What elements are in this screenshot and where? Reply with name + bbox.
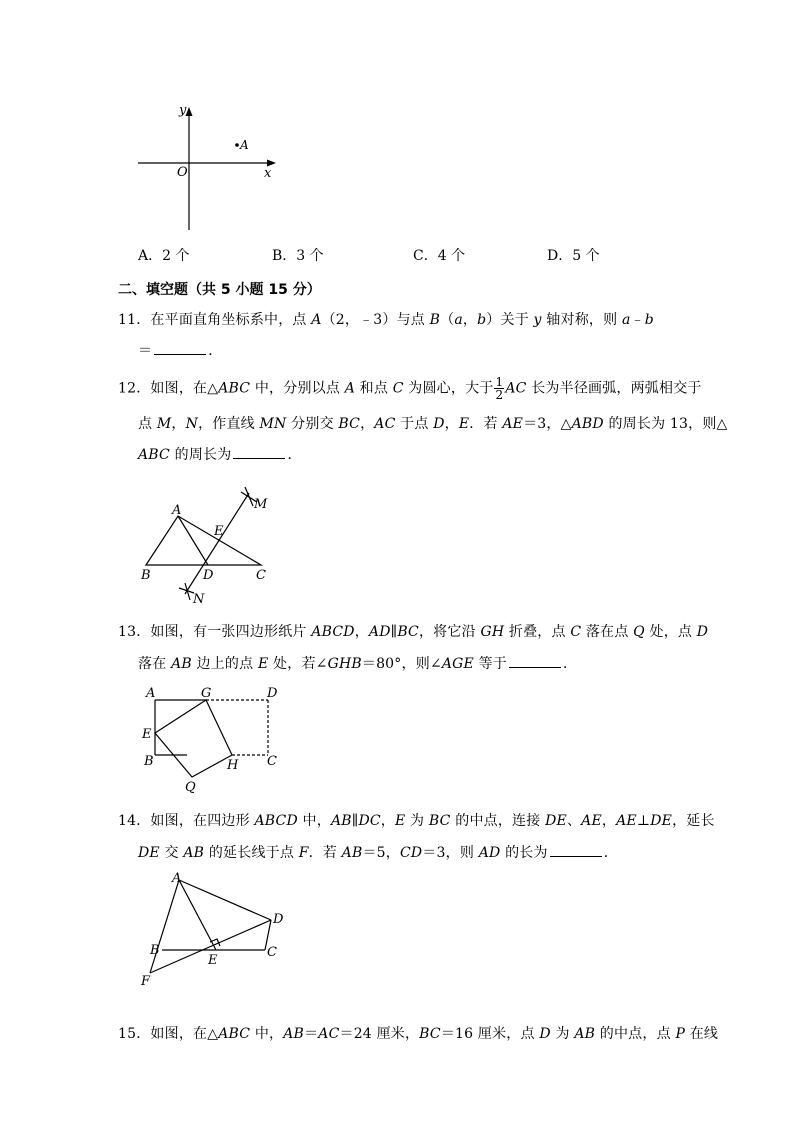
label-c: C xyxy=(256,568,266,583)
label-q: Q xyxy=(185,780,196,795)
label-n: N xyxy=(193,592,205,607)
question-14-line-1: 14．如图，在四边形 ABCD 中，AB∥DC，E 为 BC 的中点，连接 DE、AE，AE⊥DE，延长 xyxy=(118,813,715,829)
y-axis-label: y xyxy=(179,103,187,118)
label-a: A xyxy=(172,503,182,518)
label-f: F xyxy=(141,974,151,989)
answer-blank-14[interactable] xyxy=(550,842,602,857)
label-e: E xyxy=(208,953,218,968)
label-e: E xyxy=(142,727,152,742)
point-a-label: A xyxy=(240,138,249,152)
question-14-line-2: DE 交 AB 的延长线于点 F．若 AB＝5，CD＝3，则 AD 的长为 ． xyxy=(138,842,618,863)
label-g: G xyxy=(201,686,212,701)
label-b: B xyxy=(150,943,160,958)
label-a: A xyxy=(172,871,182,886)
question-13-line-2: 落在 AB 边上的点 E 处，若∠GHB＝80°，则∠AGE 等于 ． xyxy=(138,653,577,674)
section-title: 二、填空题（共 5 小题 15 分） xyxy=(118,282,321,298)
option-a[interactable]: A．2 个 xyxy=(138,248,190,264)
answer-blank-11[interactable] xyxy=(154,340,206,355)
answer-blank-13[interactable] xyxy=(509,653,561,668)
question-12-line-2: 点 M，N，作直线 MN 分别交 BC，AC 于点 D，E．若 AE＝3，△ABD 的周长为 13，则△ xyxy=(138,416,728,432)
label-d: D xyxy=(267,686,278,701)
point-a xyxy=(235,143,239,147)
label-a: A xyxy=(146,686,156,701)
label-m: M xyxy=(254,497,268,512)
option-d[interactable]: D．5 个 xyxy=(547,248,600,264)
folded-quadrilateral-figure xyxy=(138,683,288,795)
label-d: D xyxy=(273,912,284,927)
label-c: C xyxy=(267,945,277,960)
option-b[interactable]: B．3 个 xyxy=(272,248,324,264)
fraction-one-half: $\frac{1}{2}$ xyxy=(495,375,504,402)
coordinate-figure xyxy=(130,95,290,240)
label-d: D xyxy=(203,568,214,583)
option-c[interactable]: C．4 个 xyxy=(413,248,466,264)
question-13-line-1: 13．如图，有一张四边形纸片 ABCD，AD∥BC，将它沿 GH 折叠，点 C 落在点 Q 处，点 D xyxy=(118,624,709,640)
label-c: C xyxy=(267,754,277,769)
x-axis-label: x xyxy=(264,166,272,181)
question-11-answer-line: ＝ ． xyxy=(138,340,222,361)
question-15-line-1: 15．如图，在△ABC 中，AB＝AC＝24 厘米，BC＝16 厘米，点 D 为 AB 的中点，点 P 在线 xyxy=(118,1026,719,1042)
question-11: 11．在平面直角坐标系中，点 A（2，﹣3）与点 B（a，b）关于 y 轴对称，则 a﹣b xyxy=(118,312,654,328)
label-e: E xyxy=(214,524,224,539)
question-12-line-3: ABC 的周长为 ． xyxy=(138,444,302,465)
question-12-line-1: 12．如图，在△ABC 中，分别以点 A 和点 C 为圆心，大于 $\frac{1}{2}$ AC 长为半径画弧，两弧相交于 xyxy=(118,375,702,402)
quadrilateral-midpoint-figure xyxy=(138,868,298,993)
label-b: B xyxy=(141,568,151,583)
label-b: B xyxy=(144,754,154,769)
answer-blank-12[interactable] xyxy=(233,444,285,459)
triangle-perpendicular-bisector-figure xyxy=(130,480,290,610)
origin-label: O xyxy=(177,165,188,180)
label-h: H xyxy=(227,758,239,773)
